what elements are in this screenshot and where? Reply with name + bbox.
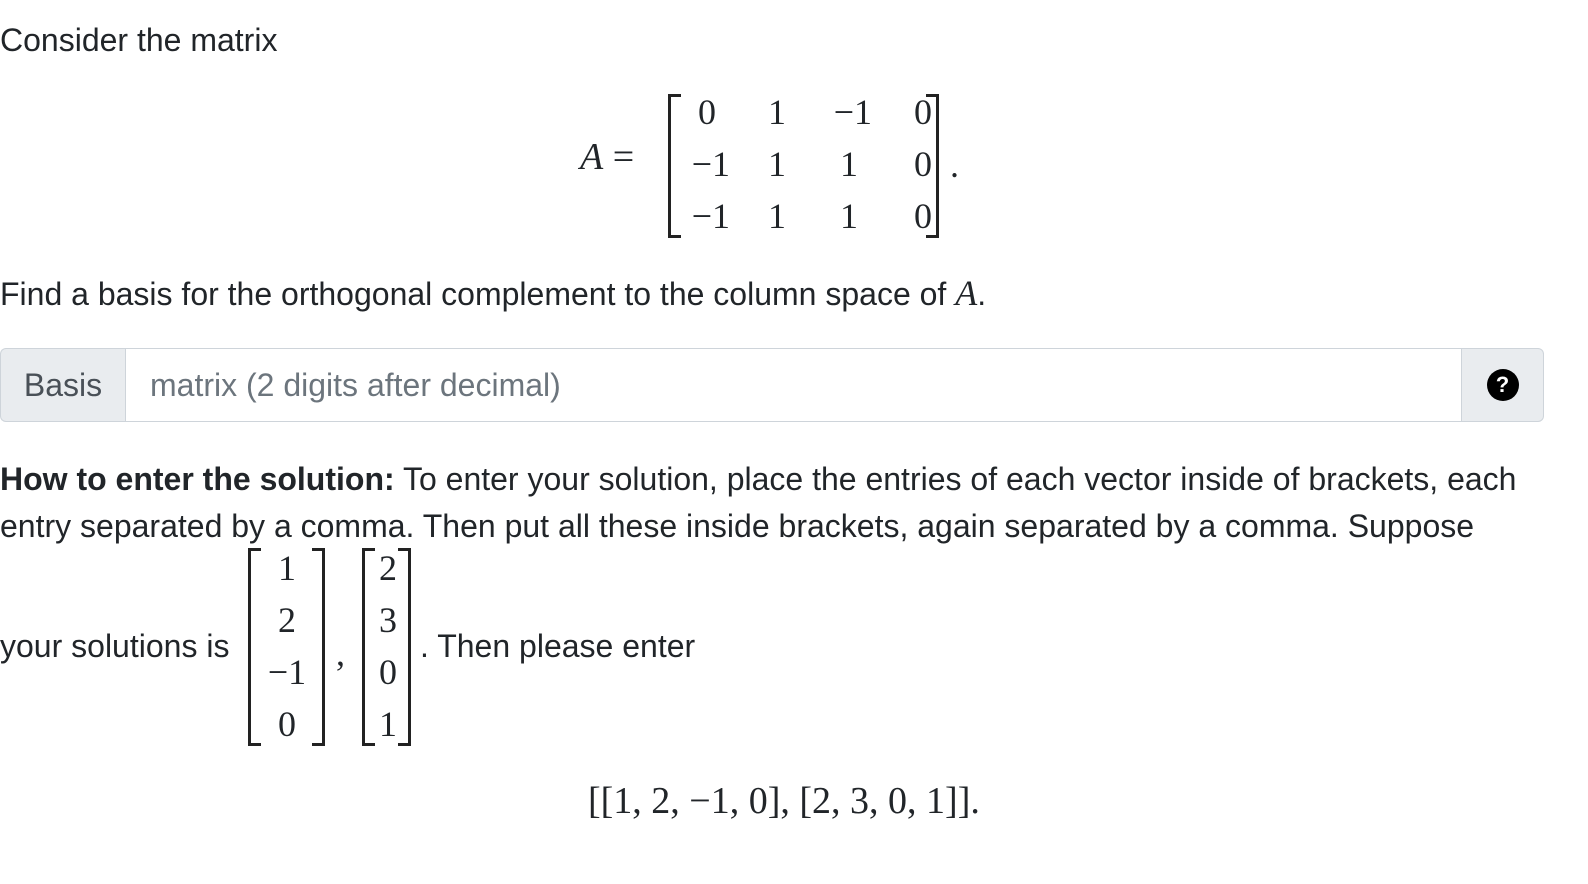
intro-text: Consider the matrix [0,22,278,58]
matrix-equation [580,90,980,240]
matrix-cell: 0 [914,196,932,236]
prompt-variable: A [955,273,978,313]
instructions-line-2: entry separated by a comma. Then put all these inside brackets, again separated by a comma. Suppose [0,508,1475,544]
prompt-text: Find a basis for the orthogonal complement to the column space of [0,276,947,312]
vector-separator: , [336,633,345,673]
prompt-period: . [977,276,987,312]
vector-entry: 2 [278,600,296,640]
example-vector-2 [362,546,414,746]
instructions-line-3-end: . Then please enter [420,628,696,664]
matrix-cell: −1 [691,196,730,236]
matrix-cell: 0 [914,144,932,184]
matrix-lhs [580,134,634,180]
vector-entry: 0 [278,704,296,744]
matrix-cell: 1 [840,144,858,184]
example-vector-1 [248,546,328,746]
matrix-cell: 1 [768,92,786,132]
matrix-cell: 0 [914,92,932,132]
equals-sign: = [612,136,635,178]
matrix-cell: 1 [768,144,786,184]
vector-entry: 2 [379,548,397,588]
vector-right-bracket [312,548,325,746]
matrix-cell: −1 [833,92,872,132]
vector-entry: −1 [267,652,307,692]
matrix-cell: 0 [698,92,716,132]
basis-label: Basis [0,348,125,422]
vector-entry: 1 [379,704,397,744]
matrix-name: A [580,136,604,178]
matrix-cell: 1 [768,196,786,236]
vector-entry: 3 [379,600,397,640]
example-answer: [[1, 2, −1, 0], [2, 3, 0, 1]]. [588,780,980,822]
answer-input-group [0,348,1544,422]
vector-entry: 1 [278,548,296,588]
help-button[interactable] [1462,348,1544,422]
vector-entry: 0 [379,652,397,692]
question-mark-icon[interactable]: ? [1487,369,1519,401]
matrix-cell: −1 [691,144,730,184]
instructions-line-1 [0,456,1516,503]
matrix-cell: 1 [840,196,858,236]
question-prompt [0,273,986,314]
vector-left-bracket [248,548,261,746]
instructions-line-3-start: your solutions is [0,628,230,664]
matrix-trailing-period: . [950,145,959,185]
instructions-text: To enter your solution, place the entries of each vector inside of brackets, each [394,461,1517,497]
basis-input[interactable] [125,348,1462,422]
instructions-heading: How to enter the solution: [0,461,395,497]
